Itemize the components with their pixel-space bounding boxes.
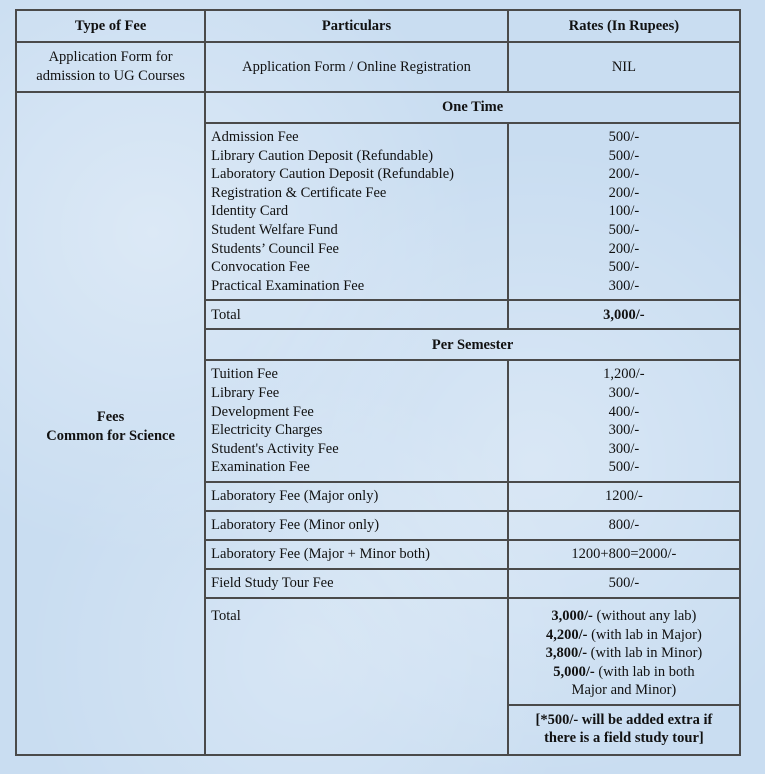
list-item-rate: 300/-	[608, 277, 640, 294]
list-item: Convocation Fee	[211, 259, 310, 276]
total-option	[514, 644, 734, 663]
total-amount: 3,000/-	[551, 607, 593, 624]
one-time-total-value: 3,000/-	[508, 300, 740, 329]
list-item: Library Caution Deposit (Refundable)	[211, 147, 434, 164]
per-semester-total-label: Total	[205, 598, 508, 755]
one-time-heading: One Time	[205, 92, 740, 123]
fee-table	[15, 9, 741, 756]
lab-major-label: Laboratory Fee (Major only)	[205, 482, 508, 511]
total-note: (with lab in Minor)	[590, 645, 703, 662]
total-amount: 5,000/-	[553, 663, 595, 680]
application-particular: Application Form / Online Registration	[205, 42, 508, 92]
list-item-rate: 300/-	[608, 384, 640, 401]
list-item-rate: 300/-	[608, 422, 640, 439]
list-item: Electricity Charges	[211, 422, 323, 439]
list-item-rate: 500/-	[608, 221, 640, 238]
application-rate: NIL	[508, 42, 740, 92]
lab-major-value: 1200/-	[508, 482, 740, 511]
total-note: (without any lab)	[596, 607, 697, 624]
list-item-rate: 500/-	[608, 459, 640, 476]
list-item: Admission Fee	[211, 129, 299, 145]
list-item: Student Welfare Fund	[211, 221, 338, 238]
table-header-row	[16, 10, 740, 42]
science-type-line1: Fees	[96, 408, 125, 425]
field-tour-note	[508, 705, 740, 755]
list-item-rate: 200/-	[608, 240, 640, 257]
list-item: Tuition Fee	[211, 366, 278, 383]
lab-minor-value: 800/-	[508, 511, 740, 540]
application-row	[16, 42, 740, 92]
note-line1: [*500/- will be added extra if	[535, 711, 713, 728]
list-item: Identity Card	[211, 203, 289, 220]
application-type: Application Form for admission to UG Courses	[16, 42, 205, 92]
science-fee-type	[16, 92, 205, 755]
per-semester-item-names	[205, 360, 508, 482]
list-item-rate: 400/-	[608, 403, 640, 420]
list-item: Students’ Council Fee	[211, 240, 339, 257]
list-item-rate: 200/-	[608, 184, 640, 201]
lab-both-value: 1200+800=2000/-	[508, 540, 740, 569]
lab-minor-label: Laboratory Fee (Minor only)	[205, 511, 508, 540]
list-item: Practical Examination Fee	[211, 277, 365, 294]
list-item: Registration & Certificate Fee	[211, 184, 387, 201]
header-type-of-fee: Type of Fee	[16, 10, 205, 42]
header-rates: Rates (In Rupees)	[508, 10, 740, 42]
header-particulars: Particulars	[205, 10, 508, 42]
total-option	[514, 626, 734, 645]
list-item-rate: 500/-	[608, 259, 640, 276]
list-item: Examination Fee	[211, 459, 310, 476]
list-item-rate: 1,200/-	[603, 366, 645, 383]
science-type-line2: Common for Science	[46, 427, 175, 444]
note-line2: there is a field study tour]	[544, 730, 704, 747]
per-semester-total-values	[508, 598, 740, 705]
list-item: Library Fee	[211, 384, 280, 401]
total-note: (with lab in both	[598, 663, 695, 680]
list-item-rate: 200/-	[608, 166, 640, 183]
total-note: (with lab in Major)	[591, 626, 702, 643]
per-semester-heading: Per Semester	[205, 329, 740, 360]
one-time-item-names	[205, 123, 508, 300]
one-time-item-rates	[508, 123, 740, 300]
list-item-rate: 500/-	[608, 147, 640, 164]
field-study-value: 500/-	[508, 569, 740, 598]
list-item: Laboratory Caution Deposit (Refundable)	[211, 166, 454, 183]
field-study-label: Field Study Tour Fee	[205, 569, 508, 598]
list-item: Development Fee	[211, 403, 314, 420]
list-item-rate: 500/-	[608, 129, 640, 145]
list-item-rate: 300/-	[608, 440, 640, 457]
lab-both-label: Laboratory Fee (Major + Minor both)	[205, 540, 508, 569]
total-amount: 4,200/-	[545, 626, 588, 643]
one-time-total-label: Total	[205, 300, 508, 329]
total-option	[514, 663, 734, 682]
one-time-heading-row	[16, 92, 740, 123]
total-option	[514, 607, 734, 626]
list-item: Student's Activity Fee	[211, 440, 339, 457]
total-option-tail: Major and Minor)	[571, 682, 677, 699]
total-amount: 3,800/-	[545, 645, 588, 662]
list-item-rate: 100/-	[608, 203, 640, 220]
per-semester-item-rates	[508, 360, 740, 482]
